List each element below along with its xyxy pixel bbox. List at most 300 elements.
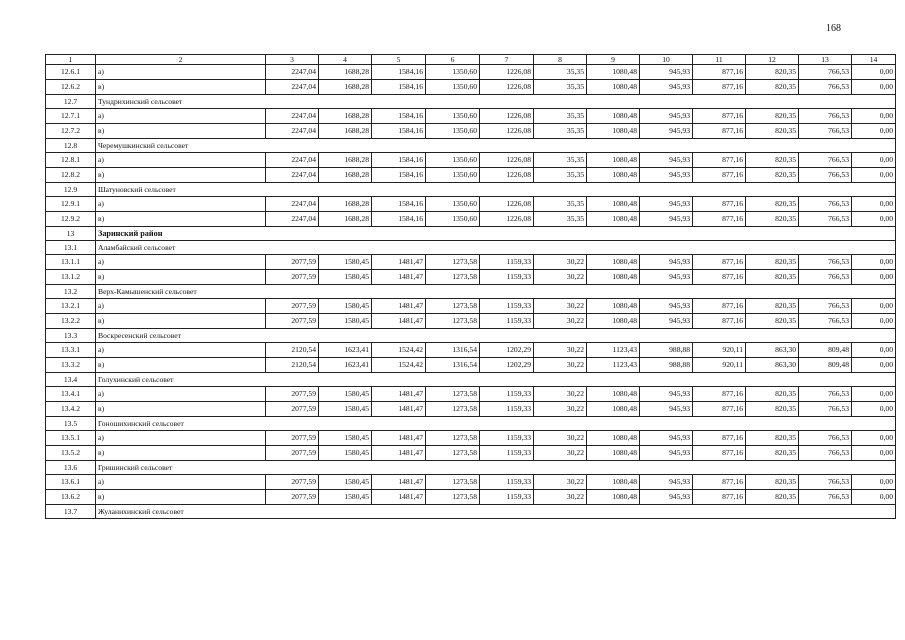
value-cell: 945,93 bbox=[640, 490, 693, 505]
value-cell: 2247,04 bbox=[266, 80, 319, 95]
value-cell: 1481,47 bbox=[372, 299, 426, 314]
row-code: 13 bbox=[46, 227, 96, 241]
value-cell: 877,16 bbox=[693, 168, 746, 183]
value-cell: 1273,58 bbox=[426, 299, 480, 314]
value-cell: 1580,45 bbox=[319, 270, 372, 285]
value-cell: 1080,48 bbox=[587, 124, 640, 139]
value-cell: 1688,28 bbox=[319, 197, 372, 212]
value-cell: 0,00 bbox=[852, 109, 896, 124]
tariff-table bbox=[45, 54, 896, 519]
row-label: а) bbox=[96, 197, 266, 212]
row-label: а) bbox=[96, 475, 266, 490]
value-cell: 1080,48 bbox=[587, 299, 640, 314]
value-cell: 877,16 bbox=[693, 299, 746, 314]
value-cell: 820,35 bbox=[746, 212, 799, 227]
row-label: в) bbox=[96, 80, 266, 95]
value-cell: 1350,60 bbox=[426, 124, 480, 139]
value-cell: 1316,54 bbox=[426, 343, 480, 358]
value-cell: 2077,59 bbox=[266, 402, 319, 417]
value-cell: 820,35 bbox=[746, 168, 799, 183]
value-cell: 1688,28 bbox=[319, 124, 372, 139]
row-code: 13.4 bbox=[46, 373, 96, 387]
value-cell: 1080,48 bbox=[587, 314, 640, 329]
value-cell: 766,53 bbox=[799, 431, 852, 446]
value-cell: 1481,47 bbox=[372, 314, 426, 329]
value-cell: 2247,04 bbox=[266, 153, 319, 168]
value-cell: 877,16 bbox=[693, 124, 746, 139]
table-row bbox=[46, 490, 896, 505]
value-cell: 820,35 bbox=[746, 80, 799, 95]
value-cell: 0,00 bbox=[852, 212, 896, 227]
column-number-header: 12 bbox=[746, 55, 799, 65]
value-cell: 1481,47 bbox=[372, 255, 426, 270]
value-cell: 877,16 bbox=[693, 255, 746, 270]
value-cell: 1350,60 bbox=[426, 65, 480, 80]
value-cell: 863,30 bbox=[746, 358, 799, 373]
value-cell: 35,35 bbox=[534, 80, 587, 95]
value-cell: 30,22 bbox=[534, 299, 587, 314]
row-label: в) bbox=[96, 270, 266, 285]
value-cell: 1481,47 bbox=[372, 387, 426, 402]
value-cell: 1350,60 bbox=[426, 153, 480, 168]
value-cell: 1159,33 bbox=[480, 475, 534, 490]
table-body bbox=[46, 55, 896, 519]
row-code: 12.7.1 bbox=[46, 109, 96, 124]
value-cell: 2247,04 bbox=[266, 197, 319, 212]
council-title: Тундрихинский сельсовет bbox=[96, 95, 896, 109]
value-cell: 1159,33 bbox=[480, 402, 534, 417]
value-cell: 1080,48 bbox=[587, 197, 640, 212]
row-code: 13.4.1 bbox=[46, 387, 96, 402]
value-cell: 1273,58 bbox=[426, 255, 480, 270]
value-cell: 1623,41 bbox=[319, 358, 372, 373]
value-cell: 1080,48 bbox=[587, 475, 640, 490]
value-cell: 2077,59 bbox=[266, 299, 319, 314]
value-cell: 1159,33 bbox=[480, 314, 534, 329]
value-cell: 2077,59 bbox=[266, 314, 319, 329]
value-cell: 1580,45 bbox=[319, 475, 372, 490]
value-cell: 2077,59 bbox=[266, 270, 319, 285]
value-cell: 0,00 bbox=[852, 255, 896, 270]
value-cell: 2120,54 bbox=[266, 343, 319, 358]
table-row bbox=[46, 65, 896, 80]
row-label: а) bbox=[96, 299, 266, 314]
row-code: 13.5 bbox=[46, 417, 96, 431]
value-cell: 1226,08 bbox=[480, 197, 534, 212]
value-cell: 30,22 bbox=[534, 402, 587, 417]
value-cell: 766,53 bbox=[799, 197, 852, 212]
value-cell: 820,35 bbox=[746, 446, 799, 461]
value-cell: 1580,45 bbox=[319, 314, 372, 329]
value-cell: 1580,45 bbox=[319, 431, 372, 446]
value-cell: 945,93 bbox=[640, 475, 693, 490]
value-cell: 1580,45 bbox=[319, 490, 372, 505]
table-row bbox=[46, 124, 896, 139]
column-number-header: 7 bbox=[480, 55, 534, 65]
row-code: 13.3.1 bbox=[46, 343, 96, 358]
table-row bbox=[46, 343, 896, 358]
row-label: а) bbox=[96, 343, 266, 358]
row-label: в) bbox=[96, 168, 266, 183]
value-cell: 766,53 bbox=[799, 153, 852, 168]
column-number-header: 4 bbox=[319, 55, 372, 65]
value-cell: 1202,29 bbox=[480, 343, 534, 358]
value-cell: 766,53 bbox=[799, 387, 852, 402]
row-code: 13.1.1 bbox=[46, 255, 96, 270]
value-cell: 945,93 bbox=[640, 212, 693, 227]
row-code: 12.9 bbox=[46, 183, 96, 197]
row-code: 12.8.2 bbox=[46, 168, 96, 183]
value-cell: 30,22 bbox=[534, 255, 587, 270]
row-code: 13.7 bbox=[46, 505, 96, 519]
value-cell: 30,22 bbox=[534, 270, 587, 285]
value-cell: 809,48 bbox=[799, 343, 852, 358]
value-cell: 0,00 bbox=[852, 490, 896, 505]
row-code: 13.5.1 bbox=[46, 431, 96, 446]
column-number-header: 10 bbox=[640, 55, 693, 65]
value-cell: 820,35 bbox=[746, 299, 799, 314]
value-cell: 945,93 bbox=[640, 402, 693, 417]
value-cell: 1688,28 bbox=[319, 168, 372, 183]
value-cell: 2120,54 bbox=[266, 358, 319, 373]
column-number-header: 13 bbox=[799, 55, 852, 65]
value-cell: 945,93 bbox=[640, 197, 693, 212]
district-header-row bbox=[46, 227, 896, 241]
council-title: Воскресенский сельсовет bbox=[96, 329, 896, 343]
council-title: Жуланихинский сельсовет bbox=[96, 505, 896, 519]
value-cell: 766,53 bbox=[799, 270, 852, 285]
value-cell: 2247,04 bbox=[266, 212, 319, 227]
value-cell: 1226,08 bbox=[480, 212, 534, 227]
row-code: 13.2.2 bbox=[46, 314, 96, 329]
value-cell: 1316,54 bbox=[426, 358, 480, 373]
value-cell: 35,35 bbox=[534, 153, 587, 168]
value-cell: 820,35 bbox=[746, 197, 799, 212]
value-cell: 1159,33 bbox=[480, 299, 534, 314]
value-cell: 1584,16 bbox=[372, 153, 426, 168]
row-code: 13.1.2 bbox=[46, 270, 96, 285]
value-cell: 1226,08 bbox=[480, 153, 534, 168]
value-cell: 920,11 bbox=[693, 358, 746, 373]
value-cell: 877,16 bbox=[693, 475, 746, 490]
row-code: 13.6.2 bbox=[46, 490, 96, 505]
value-cell: 820,35 bbox=[746, 255, 799, 270]
value-cell: 0,00 bbox=[852, 475, 896, 490]
value-cell: 766,53 bbox=[799, 168, 852, 183]
value-cell: 1481,47 bbox=[372, 402, 426, 417]
row-code: 12.6.2 bbox=[46, 80, 96, 95]
value-cell: 877,16 bbox=[693, 490, 746, 505]
value-cell: 1584,16 bbox=[372, 109, 426, 124]
row-label: в) bbox=[96, 446, 266, 461]
page-number: 168 bbox=[826, 23, 841, 34]
value-cell: 1080,48 bbox=[587, 80, 640, 95]
council-header-row bbox=[46, 329, 896, 343]
value-cell: 766,53 bbox=[799, 314, 852, 329]
row-label: в) bbox=[96, 402, 266, 417]
value-cell: 1273,58 bbox=[426, 314, 480, 329]
value-cell: 1584,16 bbox=[372, 65, 426, 80]
table-row bbox=[46, 387, 896, 402]
value-cell: 30,22 bbox=[534, 446, 587, 461]
value-cell: 945,93 bbox=[640, 153, 693, 168]
table-row bbox=[46, 168, 896, 183]
row-code: 13.3.2 bbox=[46, 358, 96, 373]
value-cell: 766,53 bbox=[799, 212, 852, 227]
value-cell: 945,93 bbox=[640, 124, 693, 139]
value-cell: 35,35 bbox=[534, 124, 587, 139]
value-cell: 1159,33 bbox=[480, 490, 534, 505]
value-cell: 1226,08 bbox=[480, 168, 534, 183]
value-cell: 1481,47 bbox=[372, 270, 426, 285]
row-label: а) bbox=[96, 153, 266, 168]
value-cell: 1273,58 bbox=[426, 402, 480, 417]
value-cell: 0,00 bbox=[852, 65, 896, 80]
value-cell: 0,00 bbox=[852, 124, 896, 139]
value-cell: 1623,41 bbox=[319, 343, 372, 358]
value-cell: 766,53 bbox=[799, 299, 852, 314]
value-cell: 1580,45 bbox=[319, 387, 372, 402]
value-cell: 877,16 bbox=[693, 109, 746, 124]
value-cell: 809,48 bbox=[799, 358, 852, 373]
value-cell: 877,16 bbox=[693, 153, 746, 168]
value-cell: 1226,08 bbox=[480, 124, 534, 139]
council-title: Голухинский сельсовет bbox=[96, 373, 896, 387]
table-row bbox=[46, 153, 896, 168]
row-label: в) bbox=[96, 124, 266, 139]
value-cell: 945,93 bbox=[640, 446, 693, 461]
table-row bbox=[46, 109, 896, 124]
value-cell: 2077,59 bbox=[266, 387, 319, 402]
row-code: 13.2.1 bbox=[46, 299, 96, 314]
value-cell: 1273,58 bbox=[426, 475, 480, 490]
value-cell: 766,53 bbox=[799, 446, 852, 461]
row-label: а) bbox=[96, 387, 266, 402]
council-title: Гонoшихинский сельсовет bbox=[96, 417, 896, 431]
value-cell: 820,35 bbox=[746, 109, 799, 124]
value-cell: 1584,16 bbox=[372, 80, 426, 95]
council-header-row bbox=[46, 285, 896, 299]
value-cell: 766,53 bbox=[799, 109, 852, 124]
value-cell: 0,00 bbox=[852, 270, 896, 285]
value-cell: 1080,48 bbox=[587, 168, 640, 183]
value-cell: 1688,28 bbox=[319, 153, 372, 168]
value-cell: 920,11 bbox=[693, 343, 746, 358]
value-cell: 945,93 bbox=[640, 255, 693, 270]
value-cell: 945,93 bbox=[640, 431, 693, 446]
value-cell: 1350,60 bbox=[426, 197, 480, 212]
council-header-row bbox=[46, 95, 896, 109]
value-cell: 35,35 bbox=[534, 197, 587, 212]
council-title: Черемушкинский сельсовет bbox=[96, 139, 896, 153]
value-cell: 877,16 bbox=[693, 270, 746, 285]
council-header-row bbox=[46, 505, 896, 519]
value-cell: 1123,43 bbox=[587, 358, 640, 373]
value-cell: 945,93 bbox=[640, 168, 693, 183]
value-cell: 0,00 bbox=[852, 387, 896, 402]
value-cell: 1350,60 bbox=[426, 168, 480, 183]
value-cell: 1226,08 bbox=[480, 65, 534, 80]
table-row bbox=[46, 314, 896, 329]
value-cell: 1524,42 bbox=[372, 343, 426, 358]
row-label: в) bbox=[96, 358, 266, 373]
value-cell: 0,00 bbox=[852, 168, 896, 183]
value-cell: 1080,48 bbox=[587, 402, 640, 417]
value-cell: 0,00 bbox=[852, 402, 896, 417]
value-cell: 1273,58 bbox=[426, 446, 480, 461]
value-cell: 766,53 bbox=[799, 402, 852, 417]
table-row bbox=[46, 255, 896, 270]
value-cell: 1080,48 bbox=[587, 153, 640, 168]
column-number-header: 14 bbox=[852, 55, 896, 65]
row-label: а) bbox=[96, 65, 266, 80]
row-code: 13.1 bbox=[46, 241, 96, 255]
council-header-row bbox=[46, 139, 896, 153]
value-cell: 877,16 bbox=[693, 387, 746, 402]
value-cell: 1584,16 bbox=[372, 124, 426, 139]
value-cell: 2077,59 bbox=[266, 431, 319, 446]
row-code: 13.6.1 bbox=[46, 475, 96, 490]
value-cell: 1688,28 bbox=[319, 80, 372, 95]
value-cell: 1080,48 bbox=[587, 387, 640, 402]
column-number-header: 6 bbox=[426, 55, 480, 65]
value-cell: 30,22 bbox=[534, 387, 587, 402]
column-number-header: 2 bbox=[96, 55, 266, 65]
value-cell: 1159,33 bbox=[480, 431, 534, 446]
value-cell: 1580,45 bbox=[319, 299, 372, 314]
value-cell: 1273,58 bbox=[426, 490, 480, 505]
value-cell: 1080,48 bbox=[587, 270, 640, 285]
council-title: Верх-Камышенский сельсовет bbox=[96, 285, 896, 299]
table-row bbox=[46, 402, 896, 417]
value-cell: 1481,47 bbox=[372, 431, 426, 446]
council-header-row bbox=[46, 373, 896, 387]
value-cell: 1350,60 bbox=[426, 80, 480, 95]
value-cell: 820,35 bbox=[746, 153, 799, 168]
value-cell: 1080,48 bbox=[587, 255, 640, 270]
value-cell: 877,16 bbox=[693, 212, 746, 227]
value-cell: 0,00 bbox=[852, 299, 896, 314]
value-cell: 945,93 bbox=[640, 299, 693, 314]
value-cell: 877,16 bbox=[693, 431, 746, 446]
value-cell: 766,53 bbox=[799, 255, 852, 270]
row-label: в) bbox=[96, 314, 266, 329]
value-cell: 35,35 bbox=[534, 168, 587, 183]
value-cell: 0,00 bbox=[852, 446, 896, 461]
row-code: 13.3 bbox=[46, 329, 96, 343]
value-cell: 988,88 bbox=[640, 358, 693, 373]
council-title: Гришинский сельсовет bbox=[96, 461, 896, 475]
table-row bbox=[46, 197, 896, 212]
table-row bbox=[46, 212, 896, 227]
value-cell: 1688,28 bbox=[319, 212, 372, 227]
row-code: 13.6 bbox=[46, 461, 96, 475]
column-number-header: 5 bbox=[372, 55, 426, 65]
value-cell: 820,35 bbox=[746, 314, 799, 329]
row-label: в) bbox=[96, 212, 266, 227]
value-cell: 820,35 bbox=[746, 431, 799, 446]
column-number-header-row bbox=[46, 55, 896, 65]
council-header-row bbox=[46, 241, 896, 255]
value-cell: 766,53 bbox=[799, 80, 852, 95]
row-label: а) bbox=[96, 255, 266, 270]
value-cell: 30,22 bbox=[534, 431, 587, 446]
value-cell: 1080,48 bbox=[587, 65, 640, 80]
value-cell: 2077,59 bbox=[266, 490, 319, 505]
district-title: Заринский район bbox=[96, 227, 896, 241]
value-cell: 2077,59 bbox=[266, 475, 319, 490]
value-cell: 766,53 bbox=[799, 475, 852, 490]
value-cell: 820,35 bbox=[746, 475, 799, 490]
value-cell: 0,00 bbox=[852, 431, 896, 446]
value-cell: 1580,45 bbox=[319, 446, 372, 461]
value-cell: 877,16 bbox=[693, 402, 746, 417]
value-cell: 863,30 bbox=[746, 343, 799, 358]
council-header-row bbox=[46, 461, 896, 475]
value-cell: 945,93 bbox=[640, 65, 693, 80]
value-cell: 945,93 bbox=[640, 80, 693, 95]
value-cell: 0,00 bbox=[852, 153, 896, 168]
value-cell: 1159,33 bbox=[480, 446, 534, 461]
row-code: 12.7.2 bbox=[46, 124, 96, 139]
table-row bbox=[46, 446, 896, 461]
value-cell: 820,35 bbox=[746, 65, 799, 80]
table-row bbox=[46, 270, 896, 285]
value-cell: 820,35 bbox=[746, 270, 799, 285]
table-row bbox=[46, 431, 896, 446]
row-code: 13.2 bbox=[46, 285, 96, 299]
council-header-row bbox=[46, 417, 896, 431]
value-cell: 1584,16 bbox=[372, 212, 426, 227]
column-number-header: 9 bbox=[587, 55, 640, 65]
column-number-header: 11 bbox=[693, 55, 746, 65]
table-row bbox=[46, 358, 896, 373]
row-code: 12.9.1 bbox=[46, 197, 96, 212]
value-cell: 0,00 bbox=[852, 343, 896, 358]
value-cell: 1202,29 bbox=[480, 358, 534, 373]
value-cell: 1273,58 bbox=[426, 270, 480, 285]
value-cell: 766,53 bbox=[799, 490, 852, 505]
value-cell: 2247,04 bbox=[266, 168, 319, 183]
value-cell: 30,22 bbox=[534, 343, 587, 358]
value-cell: 30,22 bbox=[534, 475, 587, 490]
value-cell: 2247,04 bbox=[266, 124, 319, 139]
value-cell: 1688,28 bbox=[319, 109, 372, 124]
value-cell: 0,00 bbox=[852, 314, 896, 329]
value-cell: 1123,43 bbox=[587, 343, 640, 358]
value-cell: 1481,47 bbox=[372, 475, 426, 490]
value-cell: 1226,08 bbox=[480, 80, 534, 95]
value-cell: 945,93 bbox=[640, 109, 693, 124]
table-row bbox=[46, 475, 896, 490]
value-cell: 1226,08 bbox=[480, 109, 534, 124]
value-cell: 820,35 bbox=[746, 387, 799, 402]
value-cell: 945,93 bbox=[640, 387, 693, 402]
value-cell: 0,00 bbox=[852, 80, 896, 95]
value-cell: 30,22 bbox=[534, 358, 587, 373]
value-cell: 35,35 bbox=[534, 109, 587, 124]
value-cell: 945,93 bbox=[640, 314, 693, 329]
value-cell: 820,35 bbox=[746, 402, 799, 417]
row-code: 12.6.1 bbox=[46, 65, 96, 80]
value-cell: 0,00 bbox=[852, 197, 896, 212]
value-cell: 1580,45 bbox=[319, 255, 372, 270]
value-cell: 1524,42 bbox=[372, 358, 426, 373]
value-cell: 945,93 bbox=[640, 270, 693, 285]
value-cell: 30,22 bbox=[534, 314, 587, 329]
row-code: 12.9.2 bbox=[46, 212, 96, 227]
table-row bbox=[46, 80, 896, 95]
